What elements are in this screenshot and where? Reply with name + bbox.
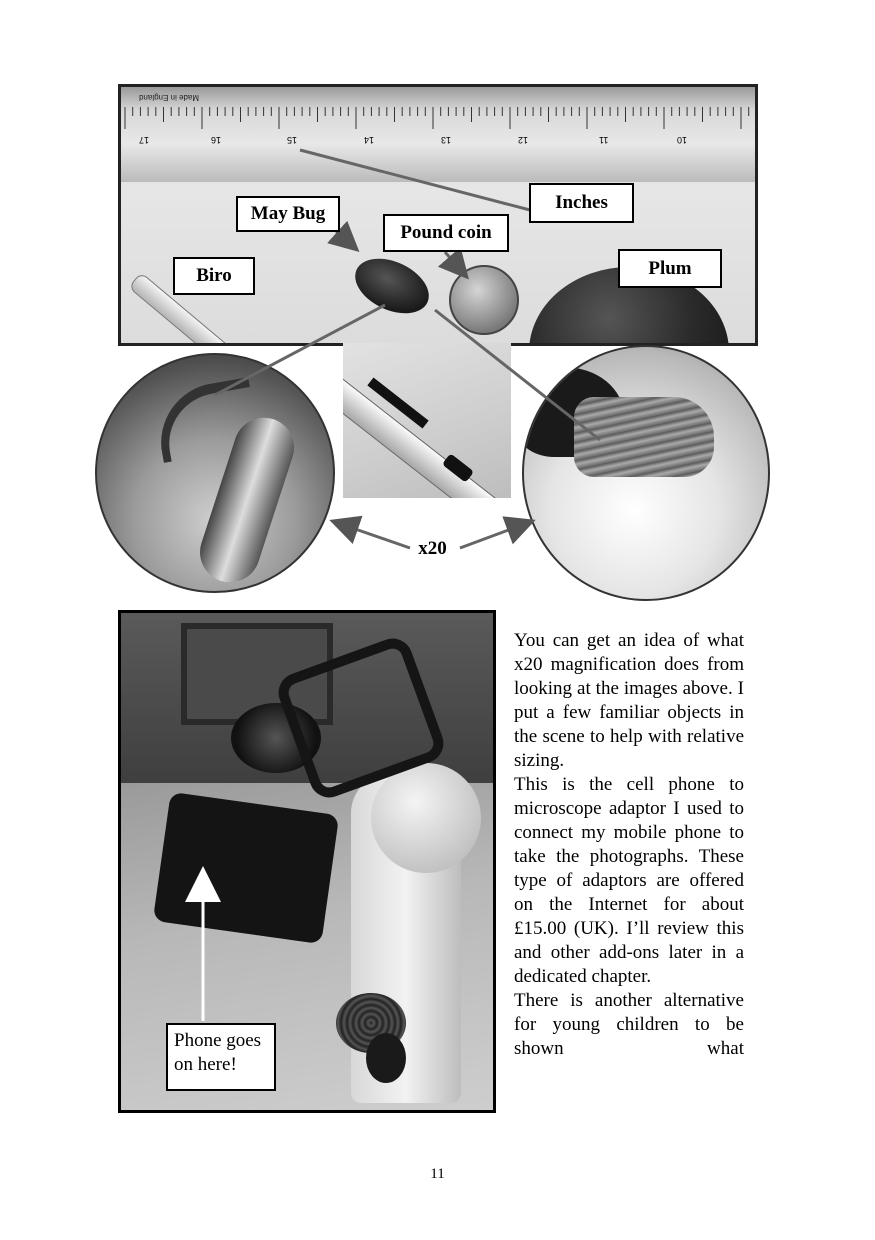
ruler-number: 11 bbox=[599, 135, 609, 145]
ruler-number: 15 bbox=[287, 135, 298, 145]
magnification-label: x20 bbox=[418, 538, 447, 559]
bug-to-circle-line bbox=[215, 305, 385, 395]
ruler-number: 12 bbox=[518, 135, 529, 145]
microscope-adaptor-photo bbox=[118, 610, 496, 1113]
body-paragraph: This is the cell phone to microscope adaptor I used to connect my mobile phone to take the photographs. These type of adaptors are offered on the Internet for about £15.00 (UK). I’ll review this and other add-ons later in a dedicated chapter. bbox=[514, 774, 744, 987]
body-paragraph: You can get an idea of what x20 magnification does from looking at the images above. I put a few familiar objects in the scene to help with relative sizing. bbox=[514, 630, 744, 771]
ruler-number: 16 bbox=[211, 135, 222, 145]
body-text bbox=[514, 629, 744, 1061]
magnification-arrow-right bbox=[460, 522, 530, 548]
ruler-number: 13 bbox=[441, 135, 452, 145]
phone-note-text: Phone goes on here! bbox=[174, 1030, 262, 1075]
coin-pointer-line bbox=[445, 252, 465, 275]
label-pound-coin: Pound coin bbox=[383, 214, 509, 252]
may-bug-pointer-line bbox=[335, 230, 355, 248]
ruler-imprint: Made in England bbox=[139, 93, 200, 102]
coin-to-circle-line bbox=[435, 310, 600, 440]
label-inches: Inches bbox=[529, 183, 634, 223]
label-plum: Plum bbox=[618, 249, 722, 288]
body-paragraph: There is another alternative for young children to be shown what bbox=[514, 990, 744, 1059]
label-may-bug: May Bug bbox=[236, 196, 340, 232]
magnification-arrow-left bbox=[335, 522, 410, 548]
ruler-number: 14 bbox=[364, 135, 375, 145]
page-number: 11 bbox=[430, 1166, 445, 1182]
label-biro: Biro bbox=[173, 257, 255, 295]
ruler-number: 17 bbox=[139, 135, 150, 145]
phone-note-label bbox=[166, 1023, 276, 1091]
ruler-number: 10 bbox=[677, 135, 688, 145]
